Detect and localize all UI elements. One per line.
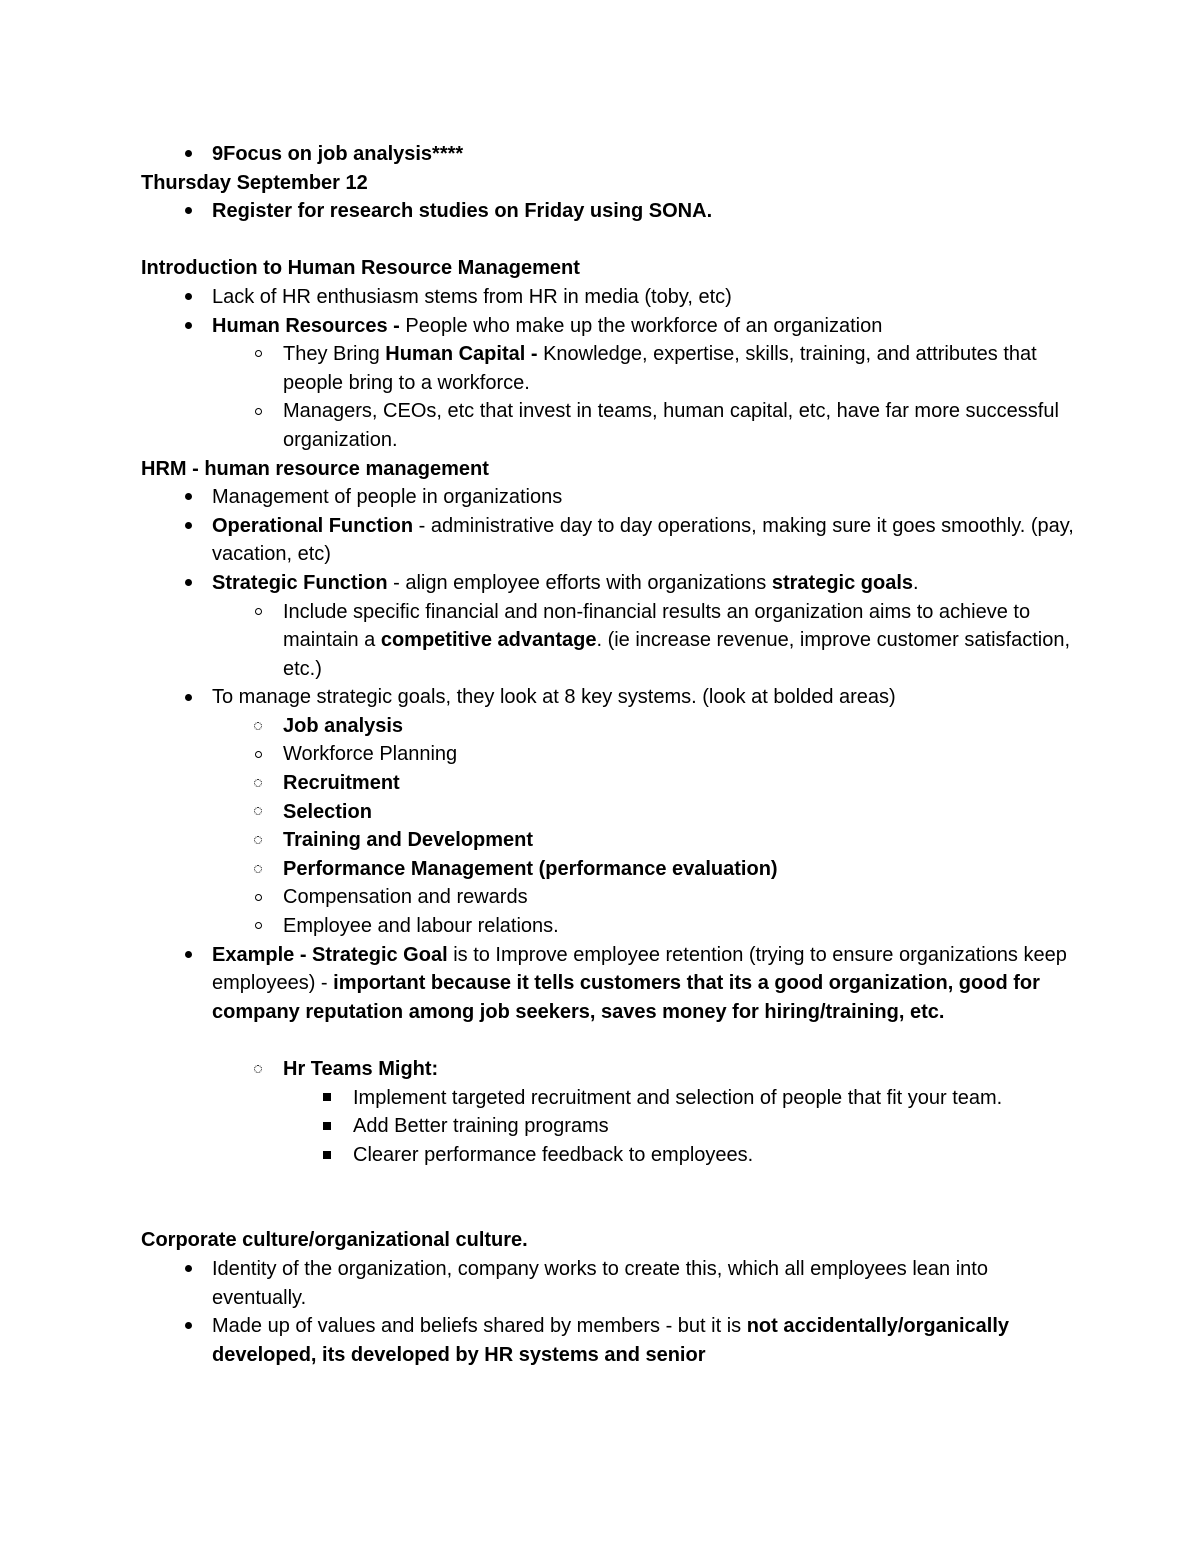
term: Example - Strategic Goal [212,943,448,966]
item-text: - align employee efforts with organizations [387,571,772,594]
system-label: Selection [283,800,372,823]
dotted-bullet-icon [248,855,268,884]
bullet-icon [178,569,198,598]
sub-sub-list-item [141,1084,1080,1113]
item-text: Add Better training programs [353,1115,609,1138]
item-text: Clearer performance feedback to employees. [353,1143,754,1166]
square-bullet-icon [317,1084,337,1113]
system-item [141,769,1080,798]
sub-list-item [141,340,1080,397]
system-label: Workforce Planning [283,743,458,766]
hollow-bullet-icon [248,883,268,912]
dotted-bullet-icon [248,798,268,827]
date-heading: Thursday September 12 [141,171,368,194]
list-item [141,483,1080,512]
bullet-icon [178,140,198,169]
focus-note: 9Focus on job analysis**** [212,143,464,165]
hollow-bullet-icon [248,740,268,769]
item-text: People who make up the workforce of an organization [399,314,883,337]
hollow-bullet-icon [248,397,268,426]
section-heading-intro: Introduction to Human Resource Management [141,257,580,280]
list-item [141,683,1080,712]
term: Strategic Function [212,571,388,594]
bullet-icon [178,1312,198,1341]
list-item [141,140,1080,169]
term: not accidentally/organically developed, its developed by HR systems and senior [212,1315,1010,1366]
list-item [141,283,1080,312]
list-item [141,941,1080,1027]
list-item [141,1312,1080,1369]
hollow-bullet-icon [248,598,268,627]
system-item [141,912,1080,941]
item-text: Knowledge, expertise, skills, training, and attributes that people bring to a workforce. [283,343,1037,394]
item-text: Implement targeted recruitment and selection of people that fit your team. [353,1086,1003,1109]
bullet-icon [178,941,198,970]
term: strategic goals [771,571,914,594]
item-text: Lack of HR enthusiasm stems from HR in media (toby, etc) [212,285,732,308]
item-text: Made up of values and beliefs shared by members - but it is [212,1315,747,1338]
sub-list-item [141,1055,1080,1084]
system-label: Employee and labour relations. [283,915,559,938]
system-label: Training and Development [283,829,534,852]
item-text: Managers, CEOs, etc that invest in teams, human capital, etc, have far more successful organization. [283,400,1059,451]
term: Human Resources - [212,314,400,337]
list-item [141,569,1080,598]
system-item [141,740,1080,769]
term: important because it tells customers that its a good organization, good for company reputation among job seekers, saves money for hiring/training, etc. [212,972,1040,1023]
item-text: - administrative day to day operations, making sure it goes smoothly. (pay, vacation, etc) [212,514,1074,566]
item-text: Include specific financial and non-financial results an organization aims to achieve to maintain a [283,600,1031,652]
sub-list-item [141,598,1080,684]
item-text: . [913,571,919,594]
hollow-bullet-icon [248,340,268,369]
system-label: Compensation and rewards [283,886,528,909]
system-item [141,826,1080,855]
term: Operational Function [212,514,414,537]
dotted-bullet-icon [248,712,268,741]
section-heading-hrm: HRM - human resource management [141,457,489,480]
system-label: Performance Management (performance evaluation) [283,857,778,880]
teams-heading: Hr Teams Might: [283,1058,439,1080]
square-bullet-icon [317,1112,337,1141]
list-item [141,512,1080,569]
system-label: Recruitment [283,772,400,795]
dotted-bullet-icon [248,826,268,855]
system-item [141,712,1080,741]
item-text: Management of people in organizations [212,486,563,509]
system-item [141,883,1080,912]
system-item [141,798,1080,827]
sub-sub-list-item [141,1112,1080,1141]
bullet-icon [178,283,198,312]
term: Human Capital - [385,343,538,366]
bullet-icon [178,683,198,712]
list-item [141,312,1080,341]
sub-list-item [141,397,1080,454]
item-text: Identity of the organization, company works to create this, which all employees lean into eventually. [212,1257,988,1309]
bullet-icon [178,1255,198,1284]
hollow-bullet-icon [248,912,268,941]
register-note: Register for research studies on Friday using SONA. [212,200,713,223]
bullet-icon [178,512,198,541]
square-bullet-icon [317,1141,337,1170]
bullet-icon [178,312,198,341]
term: competitive advantage [380,629,597,652]
item-text: To manage strategic goals, they look at 8 key systems. (look at bolded areas) [212,686,896,709]
system-label: Job analysis [283,714,404,737]
item-text: . (ie increase revenue, improve customer satisfaction, etc.) [283,629,1071,680]
section-heading-culture: Corporate culture/organizational culture. [141,1229,528,1252]
bullet-icon [178,483,198,512]
list-item [141,1255,1080,1312]
list-item [141,197,1080,226]
dotted-bullet-icon [248,1055,268,1084]
dotted-bullet-icon [248,769,268,798]
item-text: is to Improve employee retention (trying to ensure organizations keep employees) - [212,943,1067,995]
sub-sub-list-item [141,1141,1080,1170]
bullet-icon [178,197,198,226]
systems-list [141,712,1080,941]
system-item [141,855,1080,884]
item-text: They Bring [283,343,386,366]
